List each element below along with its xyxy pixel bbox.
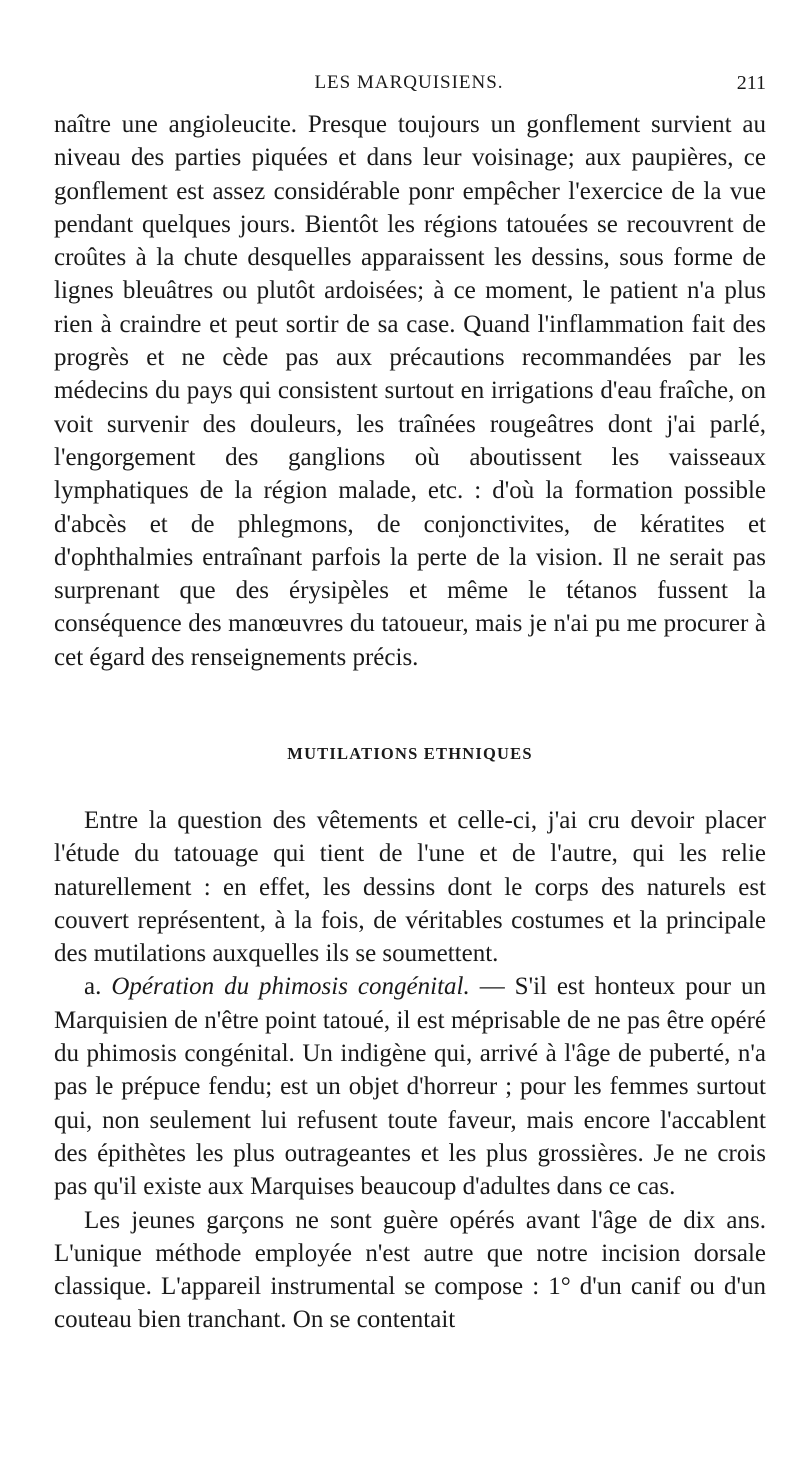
final-paragraph: Les jeunes garçons ne sont guère opérés avant l'âge de dix ans. L'unique méthode employée n'est autre que notre incision dorsale classique. L'appareil instrumental se compose : 1° d'un canif ou d'un couteau bien tranchant. On se contentait [54,1206,766,1334]
subsection-a-paragraph [54,970,766,1203]
intro-paragraph: Entre la question des vêtements et celle-ci, j'ai cru devoir placer l'étude du tatouage qui tient de l'une et de l'autre, qui les relie naturellement : en effet, les dessins dont le corps des naturels est couvert représentent, à la fois, de véritables costumes et la principale des mutilations auxquelles ils se soumettent. [54,807,766,968]
section-body [54,804,766,1337]
section-heading: MUTILATIONS ETHNIQUES [287,744,533,763]
subsection-marker: a. [84,973,102,1001]
subsection-text: — S'il est honteux pour un Marquisien de n'être point tatoué, il est méprisable de ne pas être opéré du phimosis congénital. Un indigène qui, arrivé à l'âge de puberté, n'a pas le prépuce fendu; est un objet d'horreur ; pour les femmes surtout qui, non seulement lui refusent toute faveur, mais encore l'accablent des épithètes les plus outrageantes et les plus grossières. Je ne crois pas qu'il existe aux Marquises beaucoup d'adultes dans ce cas. [54,973,766,1201]
continued-paragraph: naître une angioleucite. Presque toujours un gonflement survient au niveau des parties piquées et dans leur voisinage; aux paupières, ce gonflement est assez considérable ponr empêcher l'exercice de la vue pendant quelques jours. Bientôt les régions tatouées se recouvrent de croûtes à la chute desquelles apparaissent les dessins, sous forme de lignes bleuâtres ou plutôt ardoisées; à ce moment, le patient n'a plus rien à craindre et peut sortir de sa case. Quand l'inflammation fait des progrès et ne cède pas aux précautions recommandées par les médecins du pays qui consistent surtout en irrigations d'eau fraîche, on voit survenir des douleurs, les traînées rougeâtres dont j'ai parlé, l'engorgement des ganglions où aboutissent les vaisseaux lymphatiques de la région malade, etc. : d'où la formation possible d'abcès et de phlegmons, de conjonctivites, de kératites et d'ophthalmies entraînant parfois la perte de la vision. Il ne serait pas surprenant que des érysipèles et même le tétanos fussent la conséquence des manœuvres du tatoueur, mais je n'ai pu me procurer à cet égard des renseignements précis. [54,111,766,671]
page-number: 211 [736,72,766,94]
subsection-title: Opération du phimosis congénital. [111,973,470,1001]
running-head [52,72,766,102]
running-title: LES MARQUISIENS. [314,72,504,93]
